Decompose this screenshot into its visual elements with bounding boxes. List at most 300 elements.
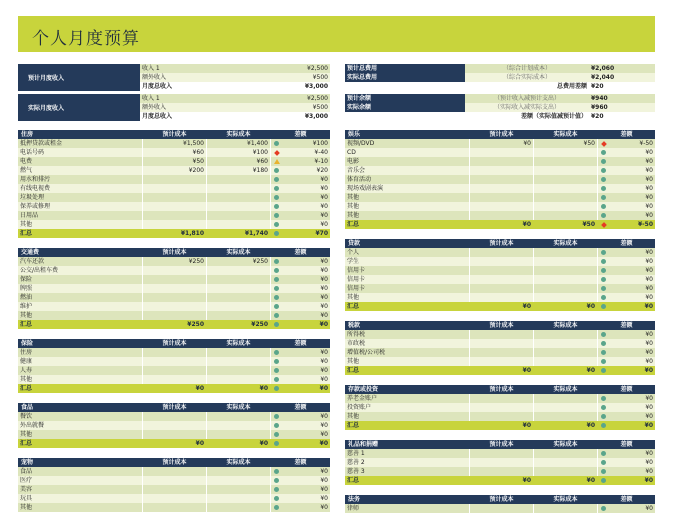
projected-cost[interactable] <box>469 257 533 266</box>
projected-cost[interactable] <box>469 449 533 458</box>
projected-cost[interactable]: ¥200 <box>142 166 206 175</box>
row-label[interactable]: 电影 <box>347 158 360 165</box>
row-label[interactable]: 视频/DVD <box>347 140 375 147</box>
difference-value: ¥0 <box>320 267 328 274</box>
actual-cost[interactable] <box>533 166 597 175</box>
col-header-projected: 预计成本 <box>162 459 187 466</box>
ok-dot-icon <box>601 423 606 428</box>
summary-row-value[interactable]: ¥2,500 <box>307 65 328 72</box>
table-row <box>18 202 330 211</box>
projected-cost[interactable] <box>469 148 533 157</box>
actual-cost[interactable] <box>206 476 270 485</box>
table-row <box>18 193 330 202</box>
actual-cost[interactable] <box>206 421 270 430</box>
row-label[interactable]: 抵押贷款或租金 <box>20 140 63 147</box>
actual-cost[interactable] <box>206 412 270 421</box>
status-cell <box>597 421 609 430</box>
actual-cost[interactable] <box>206 485 270 494</box>
status-cell <box>270 348 282 357</box>
actual-cost[interactable] <box>533 403 597 412</box>
projected-cost[interactable] <box>469 248 533 257</box>
section-header <box>18 339 330 348</box>
actual-cost[interactable] <box>206 275 270 284</box>
actual-cost[interactable] <box>206 293 270 302</box>
actual-cost[interactable]: ¥50 <box>533 139 597 148</box>
budget-section <box>18 458 330 512</box>
projected-cost[interactable] <box>469 339 533 348</box>
actual-cost[interactable] <box>206 375 270 384</box>
difference-value: ¥0 <box>320 303 328 310</box>
section-header <box>18 248 330 257</box>
projected-cost[interactable] <box>469 403 533 412</box>
row-label[interactable]: 外出就餐 <box>20 422 45 429</box>
projected-cost[interactable] <box>142 467 206 476</box>
projected-cost[interactable] <box>142 311 206 320</box>
table-row <box>18 467 330 476</box>
difference-value: ¥0 <box>645 212 653 219</box>
projected-cost[interactable] <box>142 284 206 293</box>
total-actual: ¥0 <box>586 422 595 429</box>
row-label[interactable]: 信用卡 <box>347 276 366 283</box>
actual-cost[interactable] <box>533 248 597 257</box>
difference-value: ¥-50 <box>639 140 653 147</box>
status-cell <box>270 184 282 193</box>
total-actual: ¥250 <box>251 321 268 328</box>
status-cell <box>597 348 609 357</box>
row-label[interactable]: 其他 <box>20 312 33 319</box>
row-label[interactable]: 燃气 <box>20 167 33 174</box>
row-label[interactable]: 信用卡 <box>347 267 366 274</box>
row-label[interactable]: 保险 <box>20 276 33 283</box>
summary-row-value[interactable]: ¥960 <box>589 103 655 112</box>
row-label[interactable]: 美容 <box>20 486 33 493</box>
summary-row-value[interactable]: ¥2,040 <box>589 73 655 82</box>
projected-cost[interactable] <box>469 202 533 211</box>
status-cell <box>270 175 282 184</box>
table-row <box>345 284 655 293</box>
row-label[interactable]: 人寿 <box>20 367 33 374</box>
projected-cost[interactable] <box>469 357 533 366</box>
ok-dot-icon <box>274 186 279 191</box>
actual-cost[interactable] <box>533 257 597 266</box>
difference-value: ¥0 <box>645 276 653 283</box>
actual-cost[interactable]: ¥250 <box>206 257 270 266</box>
budget-section <box>345 385 655 430</box>
ok-dot-icon <box>601 150 606 155</box>
row-label[interactable]: 其他 <box>347 413 360 420</box>
section-total-row <box>345 476 655 485</box>
row-label[interactable]: 公交/出租车费 <box>20 267 59 274</box>
actual-income-label: 实际月度收入 <box>18 94 140 121</box>
row-label[interactable]: 电费 <box>20 158 33 165</box>
difference-value: ¥0 <box>320 504 328 511</box>
row-label[interactable]: 日用品 <box>20 212 39 219</box>
caution-triangle-icon <box>274 159 280 164</box>
row-label[interactable]: 增值税/公司税 <box>347 349 386 356</box>
projected-cost[interactable] <box>142 430 206 439</box>
total-difference: ¥0 <box>319 321 328 328</box>
row-label[interactable]: 养老金账户 <box>347 395 378 402</box>
total-difference: ¥0 <box>644 367 653 374</box>
summary-row-value[interactable]: ¥20 <box>591 83 604 90</box>
total-label: 汇总 <box>347 303 360 310</box>
total-actual: ¥0 <box>259 385 268 392</box>
projected-cost[interactable] <box>469 412 533 421</box>
actual-cost[interactable] <box>206 467 270 476</box>
table-row <box>18 139 330 148</box>
ok-dot-icon <box>274 177 279 182</box>
total-label: 汇总 <box>347 422 360 429</box>
projected-cost[interactable] <box>469 266 533 275</box>
difference-value: ¥0 <box>320 413 328 420</box>
col-header-projected: 预计成本 <box>489 131 514 138</box>
summary-row-label: 实际总费用 <box>345 73 465 82</box>
projected-cost[interactable] <box>469 394 533 403</box>
actual-cost[interactable]: ¥60 <box>206 157 270 166</box>
budget-section <box>18 339 330 393</box>
projected-cost[interactable] <box>142 266 206 275</box>
projected-cost[interactable] <box>469 467 533 476</box>
status-cell <box>597 202 609 211</box>
status-cell <box>597 403 609 412</box>
actual-cost[interactable]: ¥180 <box>206 166 270 175</box>
ok-dot-icon <box>274 350 279 355</box>
actual-cost[interactable] <box>206 357 270 366</box>
status-cell <box>597 157 609 166</box>
projected-cost[interactable] <box>142 293 206 302</box>
actual-cost[interactable] <box>533 202 597 211</box>
projected-cost[interactable]: ¥50 <box>142 157 206 166</box>
row-label[interactable]: 保养或修理 <box>20 203 51 210</box>
summary-row <box>345 82 655 91</box>
projected-income-block <box>18 64 330 91</box>
table-row <box>18 184 330 193</box>
summary-row-value[interactable]: ¥20 <box>591 113 604 120</box>
actual-cost[interactable] <box>533 293 597 302</box>
section-title: 税款 <box>348 322 361 329</box>
col-header-difference: 差额 <box>294 249 307 256</box>
actual-cost[interactable] <box>533 449 597 458</box>
projected-cost[interactable] <box>142 348 206 357</box>
ok-dot-icon <box>274 496 279 501</box>
table-row <box>18 485 330 494</box>
actual-cost[interactable] <box>533 266 597 275</box>
projected-cost[interactable]: ¥0 <box>469 139 533 148</box>
row-label[interactable]: 其他 <box>20 504 33 511</box>
row-label[interactable]: 个人 <box>347 249 360 256</box>
projected-cost[interactable] <box>142 503 206 512</box>
row-label[interactable]: 其他 <box>20 376 33 383</box>
row-label[interactable]: 汽车还款 <box>20 258 45 265</box>
actual-cost[interactable] <box>206 284 270 293</box>
row-label[interactable]: 电话号码 <box>20 149 45 156</box>
row-label[interactable]: 其他 <box>347 358 360 365</box>
projected-cost[interactable] <box>142 175 206 184</box>
section-total-row <box>345 421 655 430</box>
status-cell <box>597 139 609 148</box>
summary-row-value[interactable]: ¥2,060 <box>589 64 655 73</box>
projected-cost[interactable] <box>142 366 206 375</box>
actual-cost[interactable] <box>533 467 597 476</box>
ok-dot-icon <box>601 451 606 456</box>
difference-value: ¥0 <box>645 194 653 201</box>
projected-cost[interactable] <box>142 302 206 311</box>
projected-cost[interactable] <box>142 412 206 421</box>
actual-cost[interactable] <box>533 184 597 193</box>
col-header-projected: 预计成本 <box>162 249 187 256</box>
actual-income-block <box>18 94 330 121</box>
actual-cost[interactable] <box>533 157 597 166</box>
projected-cost[interactable] <box>469 211 533 220</box>
row-label[interactable]: 玩具 <box>20 495 33 502</box>
status-cell <box>270 157 282 166</box>
actual-cost[interactable] <box>533 284 597 293</box>
difference-value: ¥20 <box>316 167 328 174</box>
row-label[interactable]: 慈善 2 <box>347 459 365 466</box>
col-header-projected: 预计成本 <box>162 131 187 138</box>
projected-cost[interactable] <box>469 293 533 302</box>
row-label[interactable]: 垃圾处理 <box>20 194 45 201</box>
projected-cost[interactable]: ¥60 <box>142 148 206 157</box>
col-header-actual: 实际成本 <box>226 131 251 138</box>
projected-cost[interactable] <box>469 193 533 202</box>
projected-cost[interactable] <box>142 202 206 211</box>
row-label[interactable]: 慈善 1 <box>347 450 365 457</box>
row-label[interactable]: 其他 <box>347 294 360 301</box>
projected-cost[interactable] <box>142 476 206 485</box>
status-cell <box>270 257 282 266</box>
total-actual: ¥0 <box>586 477 595 484</box>
projected-cost[interactable] <box>142 494 206 503</box>
row-label[interactable]: 其他 <box>347 194 360 201</box>
summary-row-value[interactable]: ¥500 <box>312 74 328 81</box>
row-label[interactable]: 其他 <box>20 221 33 228</box>
section-title: 住房 <box>21 131 34 138</box>
table-row <box>18 293 330 302</box>
actual-cost[interactable] <box>206 302 270 311</box>
section-total-row <box>345 220 655 229</box>
summary-row-value[interactable]: ¥500 <box>312 104 328 111</box>
section-header <box>18 403 330 412</box>
table-row <box>345 458 655 467</box>
projected-cost[interactable] <box>469 504 533 513</box>
row-label[interactable]: 用水和排污 <box>20 176 51 183</box>
ok-dot-icon <box>274 295 279 300</box>
actual-cost[interactable] <box>206 366 270 375</box>
projected-cost[interactable] <box>142 485 206 494</box>
row-label[interactable]: 律师 <box>347 505 360 512</box>
table-row <box>18 148 330 157</box>
projected-cost[interactable] <box>142 184 206 193</box>
actual-cost[interactable] <box>533 175 597 184</box>
summary-row <box>345 64 655 73</box>
summary-row-note: （预计收入减预计支出） <box>465 94 589 103</box>
projected-cost[interactable] <box>142 220 206 229</box>
actual-cost[interactable] <box>206 494 270 503</box>
actual-cost[interactable] <box>206 193 270 202</box>
section-header <box>18 130 330 139</box>
actual-cost[interactable] <box>206 503 270 512</box>
projected-cost[interactable]: ¥250 <box>142 257 206 266</box>
projected-cost[interactable] <box>142 275 206 284</box>
total-label: 汇总 <box>20 321 33 328</box>
status-cell <box>597 394 609 403</box>
summary-row <box>345 73 655 82</box>
row-label[interactable]: 现场戏剧表演 <box>347 185 384 192</box>
section-title: 食品 <box>21 404 34 411</box>
difference-value: ¥0 <box>645 340 653 347</box>
actual-cost[interactable] <box>206 220 270 229</box>
table-row <box>18 430 330 439</box>
row-label[interactable]: 信用卡 <box>347 285 366 292</box>
row-label[interactable]: 其他 <box>20 431 33 438</box>
row-label[interactable]: 维护 <box>20 303 33 310</box>
summary-row-value[interactable]: ¥3,000 <box>304 113 328 120</box>
ok-dot-icon <box>274 277 279 282</box>
difference-value: ¥0 <box>320 276 328 283</box>
actual-cost[interactable] <box>206 430 270 439</box>
projected-cost[interactable] <box>469 175 533 184</box>
projected-cost[interactable] <box>469 275 533 284</box>
row-label[interactable]: 有线电视费 <box>20 185 51 192</box>
row-label[interactable]: 投资账户 <box>347 404 372 411</box>
row-label[interactable]: 所得税 <box>347 331 366 338</box>
projected-cost[interactable] <box>469 184 533 193</box>
status-cell <box>597 257 609 266</box>
projected-cost[interactable] <box>469 348 533 357</box>
right-column <box>345 130 655 520</box>
actual-cost[interactable] <box>533 394 597 403</box>
difference-value: ¥0 <box>645 450 653 457</box>
row-label[interactable]: 其他 <box>347 212 360 219</box>
total-label: 汇总 <box>20 385 33 392</box>
actual-cost[interactable] <box>206 266 270 275</box>
summary-row-label: 实际余额 <box>345 103 465 112</box>
actual-cost[interactable] <box>533 357 597 366</box>
section-header <box>345 239 655 248</box>
status-cell <box>270 430 282 439</box>
projected-cost[interactable] <box>142 375 206 384</box>
actual-cost[interactable] <box>533 330 597 339</box>
section-header <box>345 385 655 394</box>
projected-cost[interactable] <box>469 166 533 175</box>
row-label[interactable]: 牌照 <box>20 285 33 292</box>
status-cell <box>270 485 282 494</box>
actual-cost[interactable] <box>206 202 270 211</box>
ok-dot-icon <box>274 313 279 318</box>
row-label[interactable]: 食品 <box>20 468 33 475</box>
projected-cost[interactable]: ¥1,500 <box>142 139 206 148</box>
actual-cost[interactable] <box>206 311 270 320</box>
table-row <box>345 394 655 403</box>
actual-cost[interactable] <box>533 275 597 284</box>
status-cell <box>270 220 282 229</box>
summary-row-value[interactable]: ¥940 <box>589 94 655 103</box>
difference-value: ¥0 <box>645 294 653 301</box>
status-cell <box>270 375 282 384</box>
row-label[interactable]: 学生 <box>347 258 360 265</box>
actual-cost[interactable] <box>533 339 597 348</box>
actual-cost[interactable] <box>533 504 597 513</box>
projected-cost[interactable] <box>469 330 533 339</box>
col-header-difference: 差额 <box>620 131 633 138</box>
difference-value: ¥0 <box>645 358 653 365</box>
col-header-projected: 预计成本 <box>162 404 187 411</box>
difference-value: ¥0 <box>645 395 653 402</box>
status-cell <box>597 412 609 421</box>
projected-cost[interactable] <box>469 284 533 293</box>
projected-cost[interactable] <box>142 357 206 366</box>
total-projected: ¥250 <box>187 321 204 328</box>
projected-cost[interactable] <box>469 157 533 166</box>
row-label[interactable]: 音乐会 <box>347 167 366 174</box>
table-row <box>18 257 330 266</box>
actual-cost[interactable] <box>533 193 597 202</box>
col-header-actual: 实际成本 <box>226 459 251 466</box>
actual-cost[interactable] <box>206 348 270 357</box>
status-cell <box>597 339 609 348</box>
ok-dot-icon <box>601 460 606 465</box>
projected-cost[interactable] <box>469 458 533 467</box>
row-label[interactable]: 其他 <box>347 203 360 210</box>
difference-value: ¥0 <box>320 212 328 219</box>
ok-dot-icon <box>601 341 606 346</box>
row-label[interactable]: 健康 <box>20 358 33 365</box>
status-cell <box>270 284 282 293</box>
row-label[interactable]: 餐饮 <box>20 413 33 420</box>
summary-row-value[interactable]: ¥2,500 <box>307 95 328 102</box>
row-label[interactable]: 住房 <box>20 349 33 356</box>
actual-cost[interactable] <box>533 348 597 357</box>
row-label[interactable]: 慈善 3 <box>347 468 365 475</box>
row-label[interactable]: 体育活动 <box>347 176 372 183</box>
projected-cost[interactable] <box>142 421 206 430</box>
section-title: 法务 <box>348 496 361 503</box>
projected-cost[interactable] <box>142 211 206 220</box>
status-cell <box>270 275 282 284</box>
table-row <box>345 175 655 184</box>
total-label: 汇总 <box>347 221 360 228</box>
actual-cost[interactable] <box>533 148 597 157</box>
total-projected: ¥0 <box>522 367 531 374</box>
ok-dot-icon <box>601 250 606 255</box>
row-label[interactable]: 燃油 <box>20 294 33 301</box>
summary-row-label <box>345 82 465 91</box>
section-title: 宠物 <box>21 459 34 466</box>
actual-cost[interactable] <box>206 211 270 220</box>
summary-row <box>140 112 330 121</box>
row-label[interactable]: 市政税 <box>347 340 366 347</box>
actual-cost[interactable] <box>206 175 270 184</box>
actual-cost[interactable] <box>533 458 597 467</box>
table-row <box>18 375 330 384</box>
actual-cost[interactable] <box>533 211 597 220</box>
ok-dot-icon <box>601 414 606 419</box>
total-actual: ¥50 <box>582 221 595 228</box>
table-row <box>345 504 655 513</box>
actual-cost[interactable]: ¥100 <box>206 148 270 157</box>
row-label[interactable]: CD <box>347 149 356 156</box>
table-row <box>18 476 330 485</box>
projected-cost[interactable] <box>142 193 206 202</box>
actual-cost[interactable] <box>206 184 270 193</box>
actual-cost[interactable]: ¥1,400 <box>206 139 270 148</box>
table-row <box>345 148 655 157</box>
row-label[interactable]: 医疗 <box>20 477 33 484</box>
ok-dot-icon <box>601 204 606 209</box>
actual-cost[interactable] <box>533 412 597 421</box>
summary-row-value[interactable]: ¥3,000 <box>304 83 328 90</box>
